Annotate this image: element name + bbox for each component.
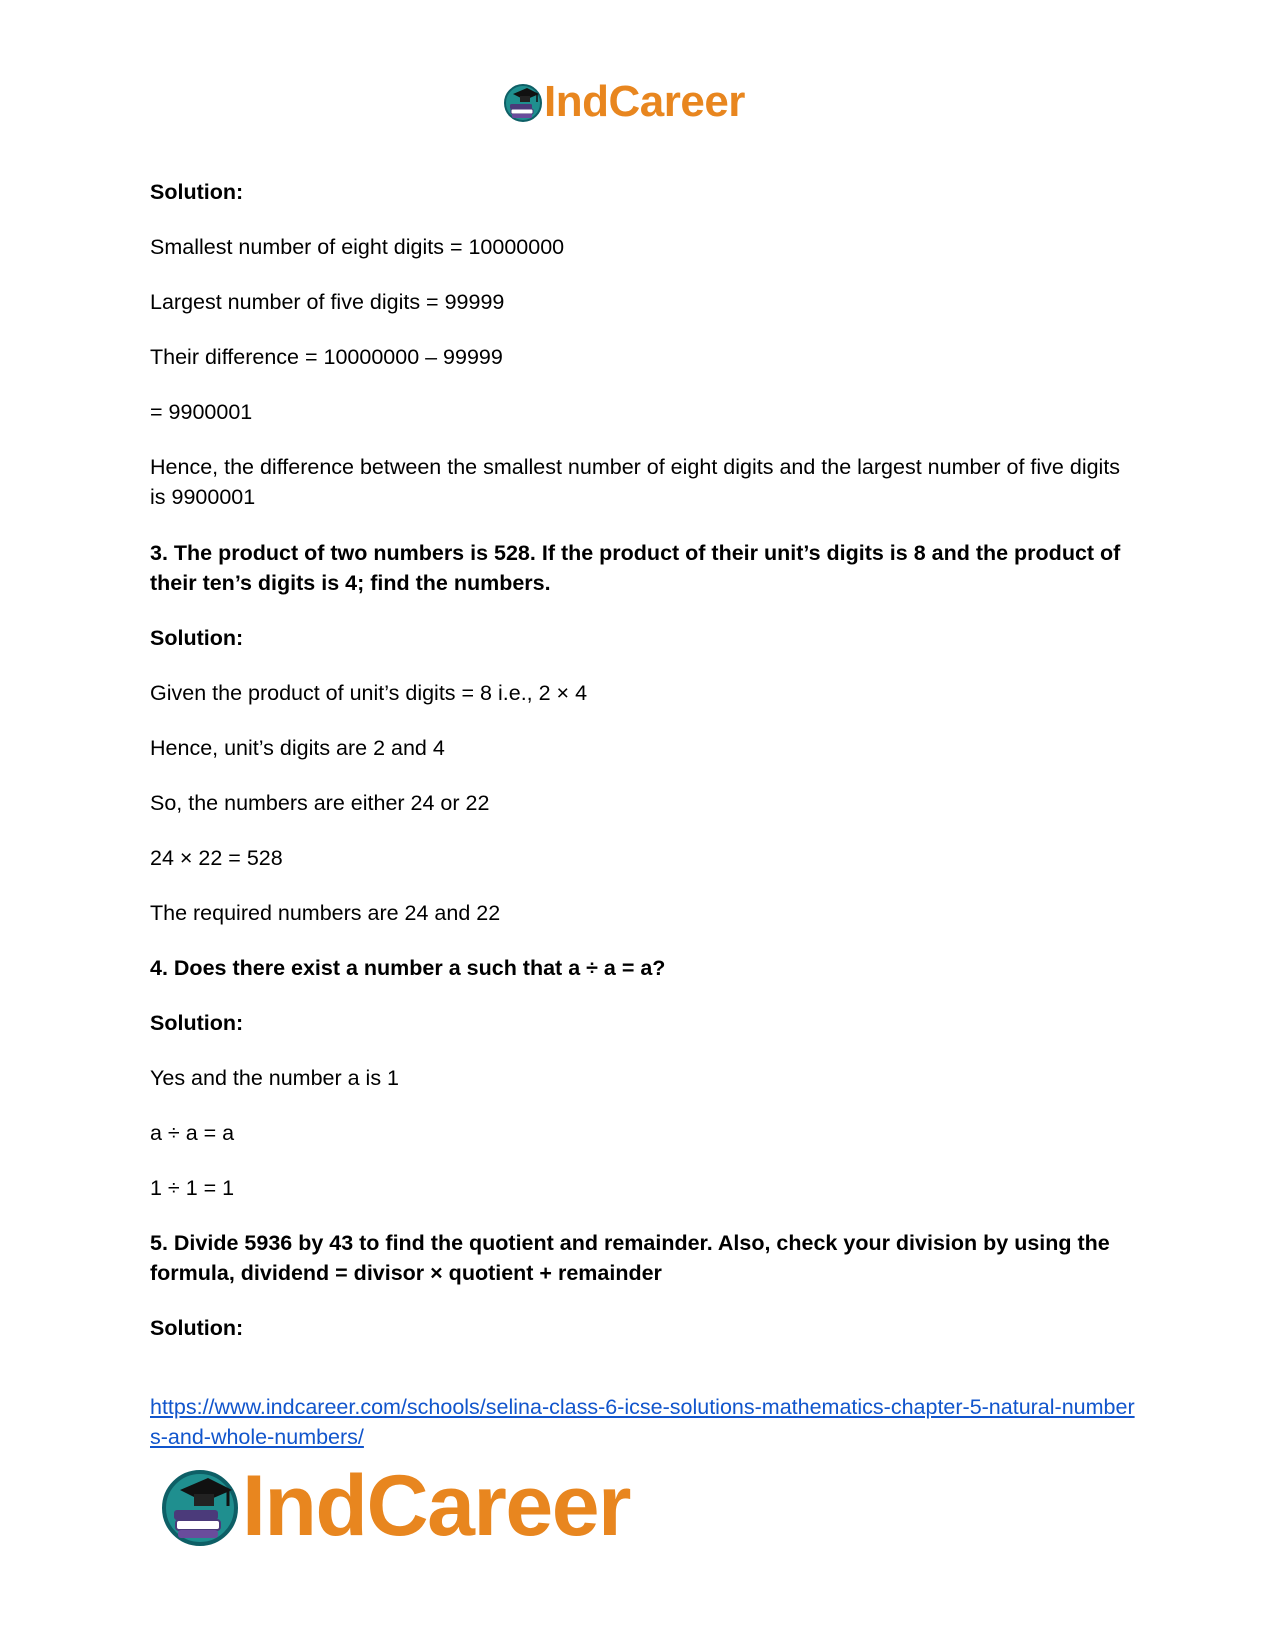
text-paragraph: The required numbers are 24 and 22 [150,901,501,925]
footer-logo [160,1458,630,1554]
text-paragraph: Yes and the number a is 1 [150,1066,400,1090]
text-paragraph: Hence, unit’s digits are 2 and 4 [150,736,445,760]
header-logo [503,78,745,126]
text-paragraph: a ÷ a = a [150,1121,235,1145]
text-paragraph: Given the product of unit’s digits = 8 i.e., 2 × 4 [150,681,588,705]
brand-name: IndCareer [242,1458,630,1554]
heading-paragraph: Solution: [150,1316,244,1340]
graduation-cap-books-icon [160,1466,240,1546]
graduation-cap-books-icon [503,82,543,122]
heading-paragraph: 4. Does there exist a number a such that a ÷ a = a? [150,956,666,980]
heading-paragraph: Solution: [150,180,244,204]
heading-paragraph: 3. The product of two numbers is 528. If the product of their unit’s digits is 8 and the product of their ten’s digits is 4; find the numbers. [150,541,1121,595]
text-paragraph: = 9900001 [150,400,253,424]
brand-name: IndCareer [544,77,745,126]
heading-paragraph: 5. Divide 5936 by 43 to find the quotient and remainder. Also, check your division by using the formula, dividend = divisor × quotient + remainder [150,1231,1110,1285]
text-paragraph: 1 ÷ 1 = 1 [150,1176,235,1200]
text-paragraph: Hence, the difference between the smallest number of eight digits and the largest number of five digits is 9900001 [150,455,1121,509]
text-paragraph: So, the numbers are either 24 or 22 [150,791,490,815]
text-paragraph: 24 × 22 = 528 [150,846,283,870]
text-paragraph: Largest number of five digits = 99999 [150,290,505,314]
heading-paragraph: Solution: [150,626,244,650]
text-paragraph: Smallest number of eight digits = 10000000 [150,235,565,259]
text-paragraph: Their difference = 10000000 – 99999 [150,345,503,369]
source-link[interactable]: https://www.indcareer.com/schools/selina-class-6-icse-solutions-mathematics-chapter-5-natural-numbers-and-whole-numbers/ [150,1395,1135,1449]
heading-paragraph: Solution: [150,1011,244,1035]
